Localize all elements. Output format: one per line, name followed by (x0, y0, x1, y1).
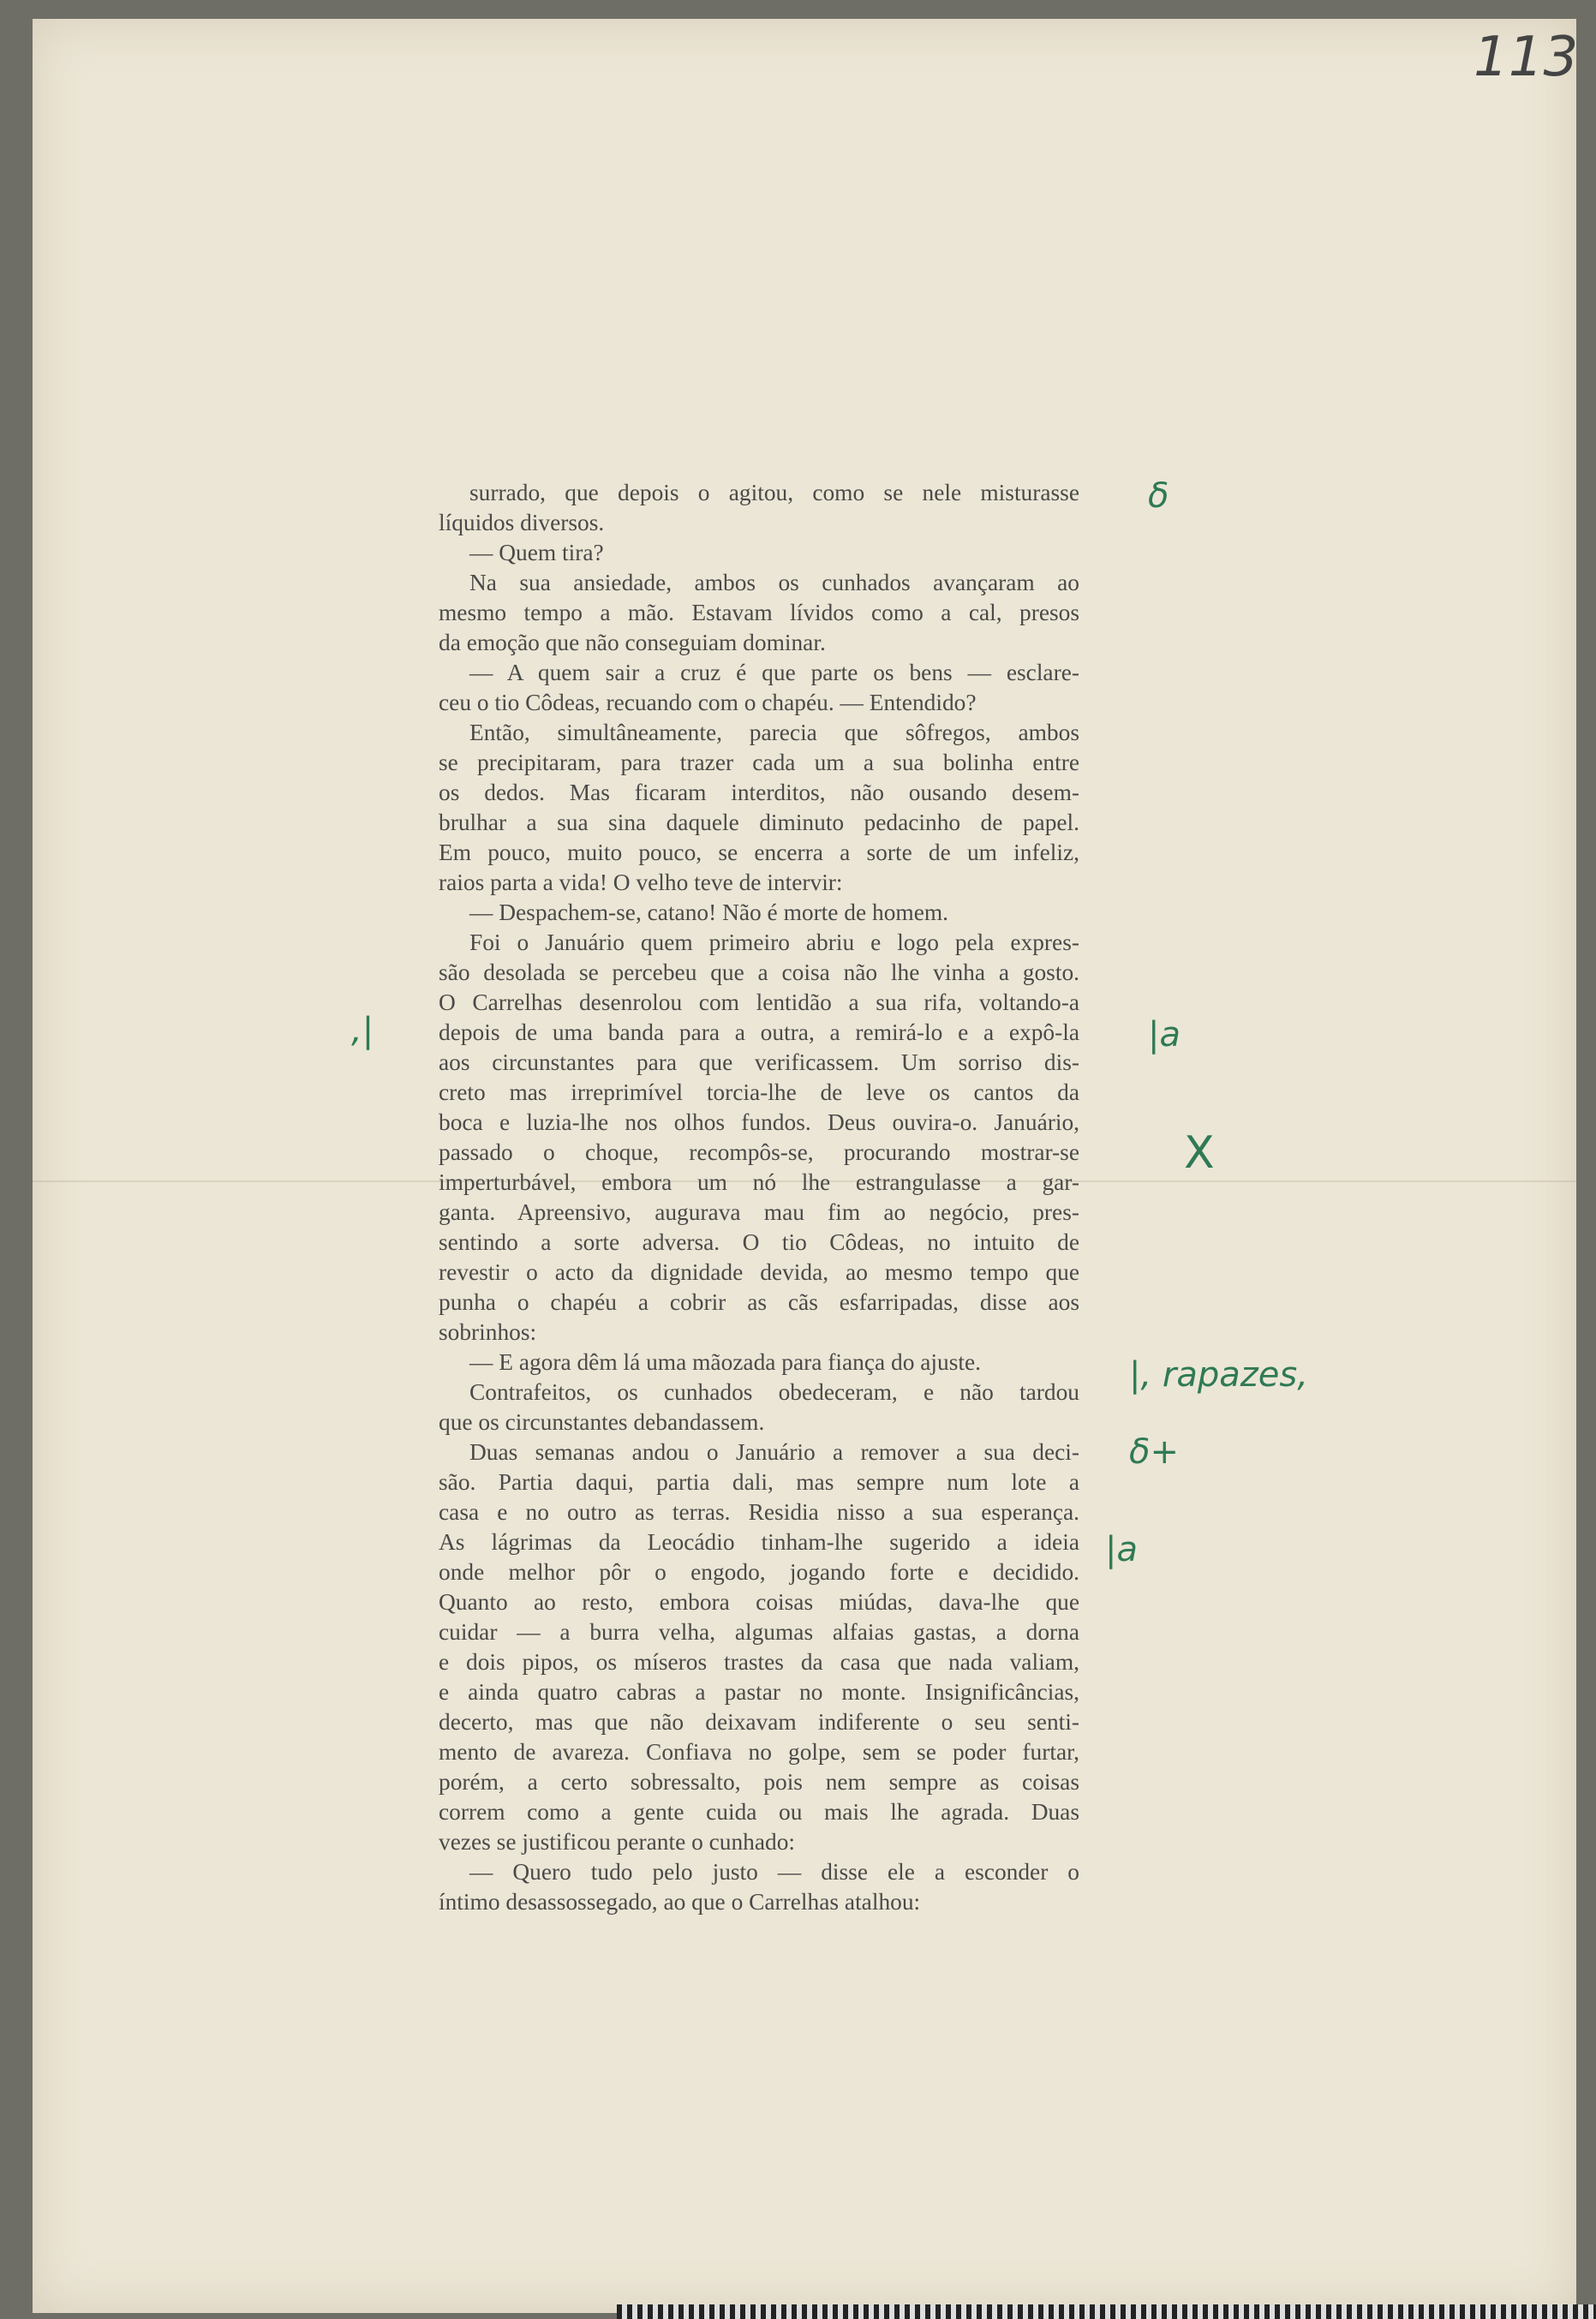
text-line: cuidar — a burra velha, algumas alfaias gastas, a dorna (439, 1619, 1079, 1645)
paragraph (439, 1857, 1079, 1917)
text-line: e ainda quatro cabras a pastar no monte. Insignificâncias, (439, 1679, 1079, 1705)
text-line: aos circunstantes para que verificassem. Um sorriso dis- (439, 1049, 1079, 1075)
margin-note-5: |, rapazes, (1129, 1355, 1308, 1395)
page-number: 113 (1473, 26, 1579, 89)
text-line: correm como a gente cuida ou mais lhe agrada. Duas (439, 1799, 1079, 1825)
paragraph (439, 538, 1079, 568)
text-line: imperturbável, embora um nó lhe estrangulasse a gar- (439, 1169, 1079, 1195)
text-line: são. Partia daqui, partia dali, mas sempre num lote a (439, 1469, 1079, 1495)
text-line: Em pouco, muito pouco, se encerra a sorte de um infeliz, (439, 840, 1079, 865)
text-line: vezes se justificou perante o cunhado: (439, 1829, 796, 1855)
text-line: boca e luzia-lhe nos olhos fundos. Deus ouvira-o. Januário, (439, 1109, 1079, 1135)
margin-note-6: δ+ (1129, 1432, 1179, 1472)
margin-note-4: X (1184, 1127, 1215, 1179)
text-line: ganta. Apreensivo, augurava mau fim ao negócio, pres- (439, 1199, 1079, 1225)
text-line: As lágrimas da Leocádio tinham-lhe sugerido a ideia (439, 1529, 1079, 1555)
text-line: O Carrelhas desenrolou com lentidão a sua rifa, voltando-a (439, 989, 1079, 1015)
margin-note-2: ,| (351, 1011, 374, 1050)
text-line: — A quem sair a cruz é que parte os bens — esclare- (469, 660, 1079, 685)
text-line: — E agora dêm lá uma mãozada para fiança do ajuste. (469, 1349, 981, 1375)
margin-note-7: |a (1105, 1530, 1138, 1569)
text-line: se precipitaram, para trazer cada um a sua bolinha entre (439, 750, 1079, 775)
paragraph (439, 1437, 1079, 1857)
text-line: ceu o tio Côdeas, recuando com o chapéu. — Entendido? (439, 690, 977, 715)
text-line: — Quero tudo pelo justo — disse ele a esconder o (469, 1859, 1079, 1885)
text-line: depois de uma banda para a outra, a remirá-lo e a expô-la (439, 1019, 1079, 1045)
text-line: íntimo desassossegado, ao que o Carrelhas atalhou: (439, 1889, 921, 1915)
text-line: sentindo a sorte adversa. O tio Côdeas, no intuito de (439, 1229, 1079, 1255)
text-line: Na sua ansiedade, ambos os cunhados avançaram ao (469, 570, 1079, 595)
text-line: da emoção que não conseguiam dominar. (439, 630, 826, 655)
text-line: Então, simultâneamente, parecia que sôfregos, ambos (469, 720, 1079, 745)
text-line: creto mas irreprimível torcia-lhe de leve os cantos da (439, 1079, 1079, 1105)
body-text (439, 478, 1079, 1917)
text-line: os dedos. Mas ficaram interditos, não ousando desem- (439, 780, 1079, 805)
text-line: surrado, que depois o agitou, como se nele misturasse (469, 480, 1079, 505)
text-line: onde melhor pôr o engodo, jogando forte e decidido. (439, 1559, 1079, 1585)
text-line: mesmo tempo a mão. Estavam lívidos como a cal, presos (439, 600, 1079, 625)
text-line: raios parta a vida! O velho teve de intervir: (439, 870, 843, 895)
text-line: e dois pipos, os míseros trastes da casa que nada valiam, (439, 1649, 1079, 1675)
paragraph (439, 1378, 1079, 1437)
paragraph (439, 898, 1079, 928)
paragraph (439, 568, 1079, 658)
paragraph (439, 1348, 1079, 1378)
text-line: Quanto ao resto, embora coisas miúdas, dava-lhe que (439, 1589, 1079, 1615)
text-line: mento de avareza. Confiava no golpe, sem se poder furtar, (439, 1739, 1079, 1765)
text-line: Contrafeitos, os cunhados obedeceram, e não tardou (469, 1379, 1079, 1405)
margin-note-3: |a (1148, 1015, 1181, 1055)
text-line: Foi o Januário quem primeiro abriu e logo pela expres- (469, 929, 1079, 955)
text-line: são desolada se percebeu que a coisa não lhe vinha a gosto. (439, 959, 1079, 985)
margin-note-1: δ (1148, 476, 1169, 516)
text-line: que os circunstantes debandassem. (439, 1409, 765, 1435)
paragraph (439, 718, 1079, 898)
text-line: punha o chapéu a cobrir as cãs esfarripadas, disse aos (439, 1289, 1079, 1315)
paragraph (439, 478, 1079, 538)
scan-ruler (617, 2304, 1596, 2319)
text-line: passado o choque, recompôs-se, procurando mostrar-se (439, 1139, 1079, 1165)
paragraph (439, 658, 1079, 718)
text-line: porém, a certo sobressalto, pois nem sempre as coisas (439, 1769, 1079, 1795)
paragraph (439, 928, 1079, 1348)
text-line: — Quem tira? (469, 540, 604, 565)
text-line: — Despachem-se, catano! Não é morte de homem. (469, 900, 949, 925)
text-line: brulhar a sua sina daquele diminuto pedacinho de papel. (439, 810, 1079, 835)
text-line: decerto, mas que não deixavam indiferente o seu senti- (439, 1709, 1079, 1735)
text-line: Duas semanas andou o Januário a remover a sua deci- (469, 1439, 1079, 1465)
text-line: sobrinhos: (439, 1319, 537, 1345)
text-line: líquidos diversos. (439, 510, 605, 535)
text-line: casa e no outro as terras. Residia nisso a sua esperança. (439, 1499, 1079, 1525)
text-line: revestir o acto da dignidade devida, ao mesmo tempo que (439, 1259, 1079, 1285)
